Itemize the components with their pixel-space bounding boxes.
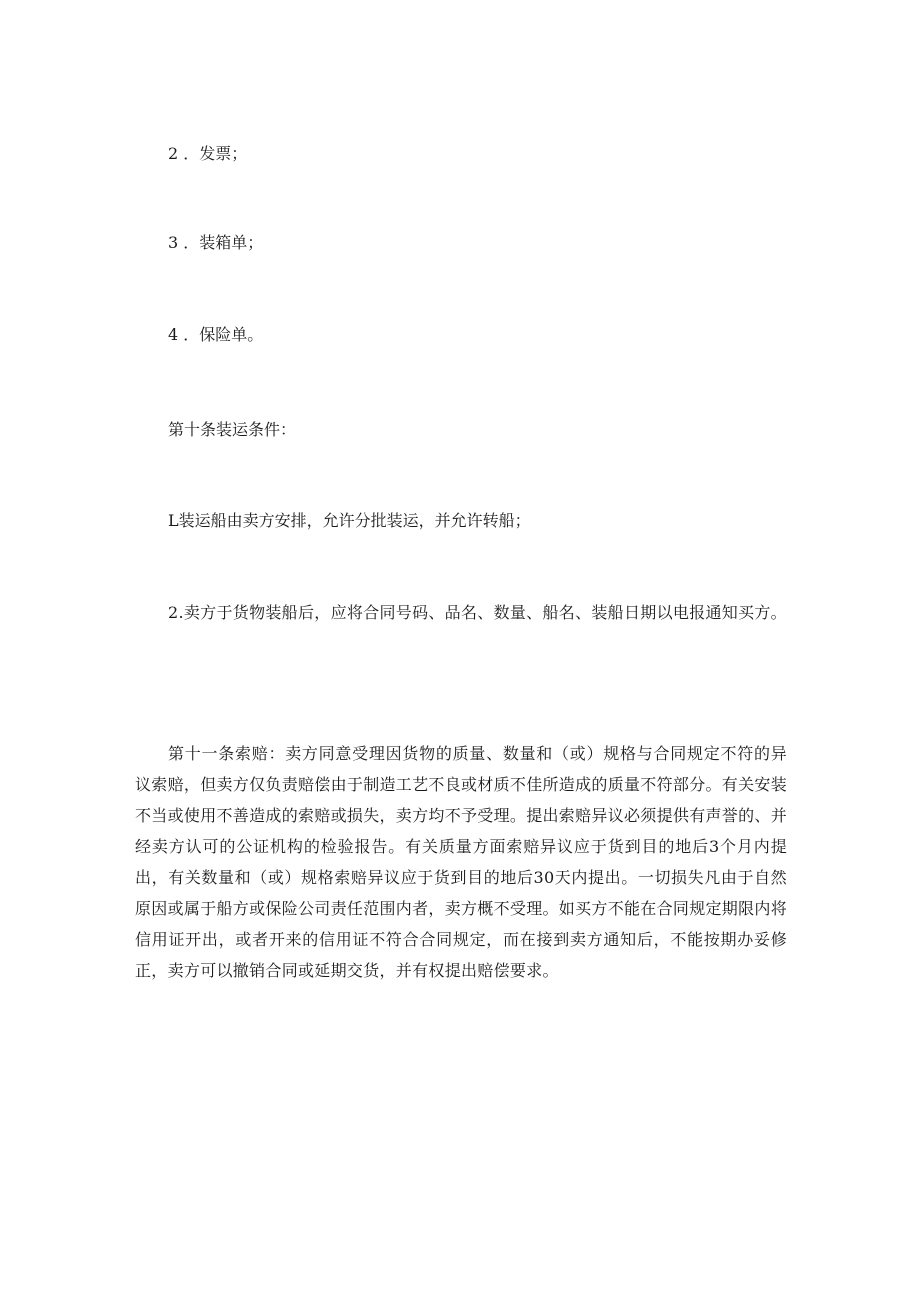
article-10-clause-2: 2.卖方于货物装船后，应将合同号码、品名、数量、船名、装船日期以电报通知买方。: [168, 603, 787, 622]
list-item-invoice: 2 ．发票；: [168, 144, 248, 163]
article-10-clause-1: L装运船由卖方安排，允许分批装运，并允许转船；: [168, 511, 531, 530]
list-item-insurance-policy: 4 ．保险单。: [168, 325, 264, 344]
list-item-packing-list: 3 ．装箱单；: [168, 233, 264, 252]
article-10-heading: 第十条装运条件：: [168, 420, 297, 439]
article-11-paragraph: 第十一条索赔：卖方同意受理因货物的质量、数量和（或）规格与合同规定不符的异议索赔，但卖方仅负责赔偿由于制造工艺不良或材质不佳所造成的质量不符部分。有关安装不当或使用不善造成的索赔或损失，卖方均不予受理。提出索赔异议必须提供有声誉的、并经卖方认可的公证机构的检验报告。有关质量方面索赔异议应于货到目的地后3个月内提出，有关数量和（或）规格索赔异议应于货到目的地后30天内提出。一切损失凡由于自然原因或属于船方或保险公司责任范围内者，卖方概不受理。如买方不能在合同规定期限内将信用证开出，或者开来的信用证不符合合同规定，而在接到卖方通知后，不能按期办妥修正，卖方可以撤销合同或延期交货，并有权提出赔偿要求。: [135, 744, 788, 980]
